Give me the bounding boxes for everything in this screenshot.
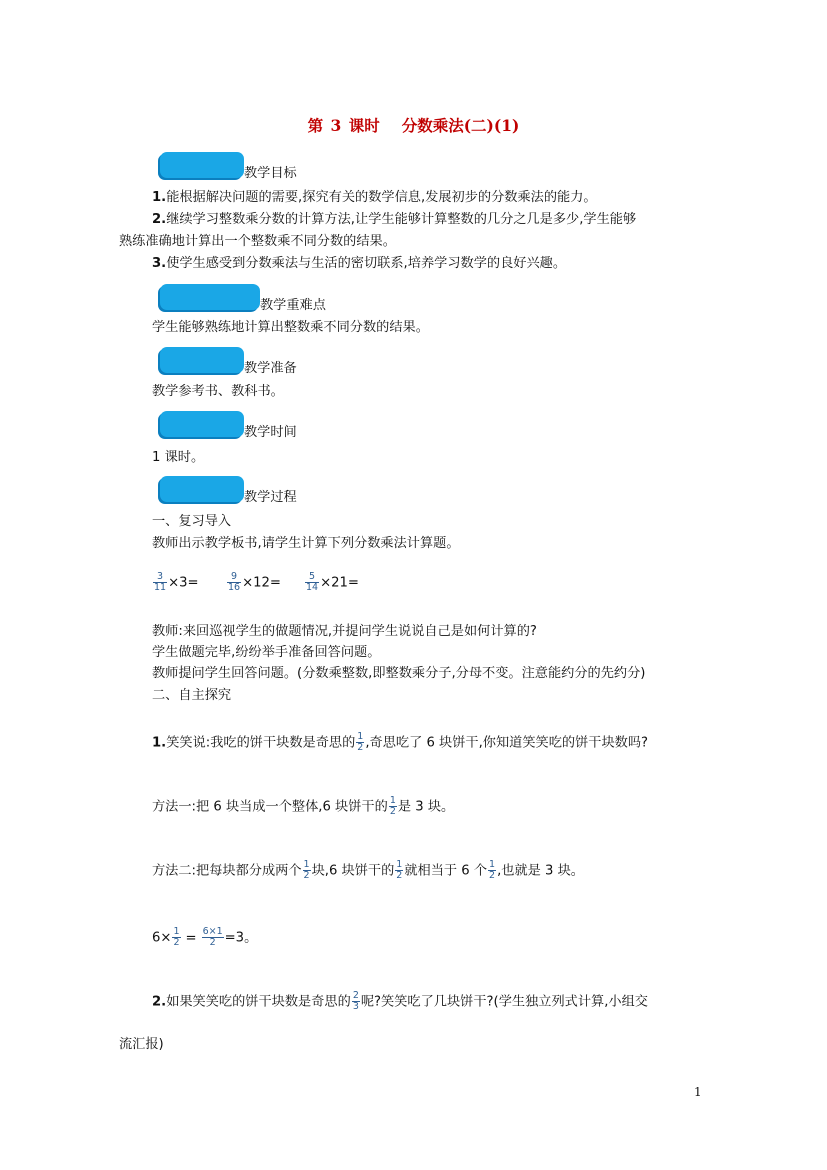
section-preparation-label: 教学准备 <box>244 361 297 376</box>
lesson-topic: 分数乘法(二)(1) <box>401 116 520 135</box>
fraction-product: $\frac{6\times 1}{2}$ <box>202 926 223 948</box>
goal-2: 2.继续学习整数乘分数的计算方法,让学生能够计算整数的几分之几是多少,学生能够 <box>152 212 637 227</box>
lesson-title <box>0 114 827 136</box>
question-2: 2.如果笑笑吃的饼干块数是奇思的 $\frac{2}{3}$ 呢?笑笑吃了几块饼干?(学生独立列式计算,小组交 <box>152 990 648 1012</box>
process-part1-heading: 一、复习导入 <box>152 514 232 529</box>
fraction: $\frac{5}{14}$ <box>306 571 319 593</box>
fraction-half: $\frac{1}{2}$ <box>357 731 364 753</box>
section-difficulties-label: 教学重难点 <box>260 298 326 313</box>
question-2-cont: 流汇报) <box>119 1037 164 1052</box>
fraction: $\frac{9}{16}$ <box>228 571 241 593</box>
goal-3: 3.使学生感受到分数乘法与生活的密切联系,培养学习数学的良好兴趣。 <box>152 256 567 271</box>
exercise-2: $\frac{9}{16}$ ×12= <box>228 571 281 593</box>
section-process-label: 教学过程 <box>244 490 297 505</box>
method-2: 方法二:把每块都分成两个 $\frac{1}{2}$ 块,6 块饼干的 $\frac{1}{2}$ 就相当于 6 个 $\frac{1}{2}$ ,也就是 3 块。 <box>152 859 584 881</box>
section-badge <box>160 347 244 373</box>
teacher-line-2: 学生做题完毕,纷纷举手准备回答问题。 <box>152 645 381 660</box>
section-badge <box>160 152 244 178</box>
fraction: $\frac{3}{11}$ <box>154 571 167 593</box>
method-1: 方法一:把 6 块当成一个整体,6 块饼干的 $\frac{1}{2}$ 是 3 块。 <box>152 795 455 817</box>
lesson-number: 第 3 课时 <box>307 116 380 135</box>
exercise-3: $\frac{5}{14}$ ×21= <box>306 571 359 593</box>
question-1: 1.笑笑说:我吃的饼干块数是奇思的 $\frac{1}{2}$ ,奇思吃了 6 块饼干,你知道笑笑吃的饼干块数吗? <box>152 731 649 753</box>
section-goals-label: 教学目标 <box>244 166 297 181</box>
fraction-half: $\frac{1}{2}$ <box>173 926 180 948</box>
fraction-half: $\frac{1}{2}$ <box>396 859 403 881</box>
calculation: 6× $\frac{1}{2}$ = $\frac{6\times 1}{2}$ =3。 <box>152 926 258 948</box>
fraction-half: $\frac{1}{2}$ <box>389 795 396 817</box>
goal-2-cont: 熟练准确地计算出一个整数乘不同分数的结果。 <box>119 234 396 249</box>
teacher-line-1: 教师:来回巡视学生的做题情况,并提问学生说说自己是如何计算的? <box>152 624 537 639</box>
fraction-two-thirds: $\frac{2}{3}$ <box>352 990 359 1012</box>
exercise-1: $\frac{3}{11}$ ×3= <box>154 571 199 593</box>
difficulties-text: 学生能够熟练地计算出整数乘不同分数的结果。 <box>152 320 429 335</box>
fraction-half: $\frac{1}{2}$ <box>303 859 310 881</box>
page-number: 1 <box>694 1085 702 1099</box>
teacher-line-3: 教师提问学生回答问题。(分数乘整数,即整数乘分子,分母不变。注意能约分的先约分) <box>152 666 646 681</box>
preparation-text: 教学参考书、教科书。 <box>152 384 284 399</box>
fraction-half: $\frac{1}{2}$ <box>489 859 496 881</box>
goal-1: 1.能根据解决问题的需要,探究有关的数学信息,发展初步的分数乘法的能力。 <box>152 190 597 205</box>
section-badge <box>160 284 260 310</box>
time-text: 1 课时。 <box>152 450 205 465</box>
section-time-label: 教学时间 <box>244 425 297 440</box>
process-part2-heading: 二、自主探究 <box>152 688 232 703</box>
process-intro: 教师出示教学板书,请学生计算下列分数乘法计算题。 <box>152 536 460 551</box>
section-badge <box>160 411 244 437</box>
section-badge <box>160 476 244 502</box>
